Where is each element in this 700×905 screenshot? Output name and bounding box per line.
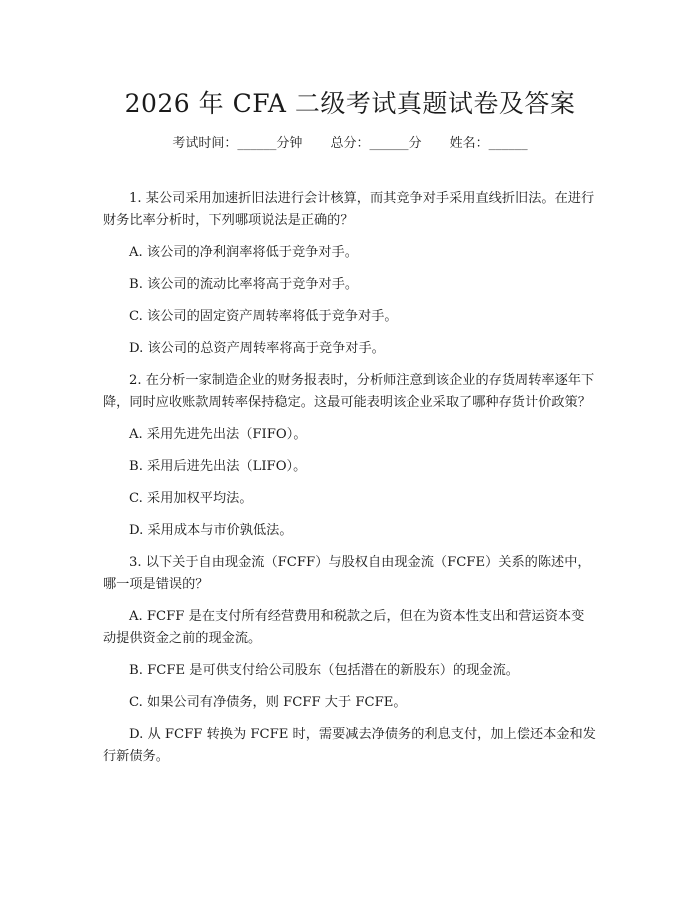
option-c: C. 该公司的固定资产周转率将低于竞争对手。 [129, 309, 398, 324]
option-d: D. 从 FCFF 转换为 FCFE 时，需要减去净债务的利息支付，加上偿还本金和发行新债务。 [103, 727, 596, 764]
option-d: D. 采用成本与市价孰低法。 [129, 523, 293, 538]
exam-title: 2026 年 CFA 二级考试真题试卷及答案 [124, 89, 576, 118]
option-a: A. FCFF 是在支付所有经营费用和税款之后，但在为资本性支出和营运资本变动提供资金之前的现金流。 [103, 609, 585, 646]
exam-time-field: 考试时间：______分钟 [172, 136, 303, 151]
option-d: D. 该公司的总资产周转率将高于竞争对手。 [129, 341, 385, 356]
option-c: C. 采用加权平均法。 [129, 491, 253, 506]
exam-info-row [0, 132, 700, 151]
option-b: B. FCFE 是可供支付给公司股东（包括潜在的新股东）的现金流。 [129, 663, 519, 678]
question-list [103, 188, 597, 778]
total-score-field: 总分：______分 [330, 136, 422, 151]
question-stem: 1. 某公司采用加速折旧法进行会计核算，而其竞争对手采用直线折旧法。在进行财务比率分析时，下列哪项说法是正确的？ [103, 191, 595, 228]
question-2 [103, 370, 597, 542]
option-b: B. 采用后进先出法（LIFO）。 [129, 459, 307, 474]
option-a: A. 采用先进先出法（FIFO）。 [129, 427, 307, 442]
option-b: B. 该公司的流动比率将高于竞争对手。 [129, 277, 359, 292]
question-1 [103, 188, 597, 360]
question-stem: 2. 在分析一家制造企业的财务报表时，分析师注意到该企业的存货周转率逐年下降，同时应收账款周转率保持稳定。这最可能表明该企业采取了哪种存货计价政策？ [103, 373, 595, 410]
option-c: C. 如果公司有净债务，则 FCFF 大于 FCFE。 [129, 695, 407, 710]
question-stem: 3. 以下关于自由现金流（FCFF）与股权自由现金流（FCFE）关系的陈述中，哪一项是错误的？ [103, 555, 591, 592]
option-a: A. 该公司的净利润率将低于竞争对手。 [129, 245, 358, 260]
student-name-field: 姓名：______ [449, 136, 528, 151]
question-3 [103, 552, 597, 768]
